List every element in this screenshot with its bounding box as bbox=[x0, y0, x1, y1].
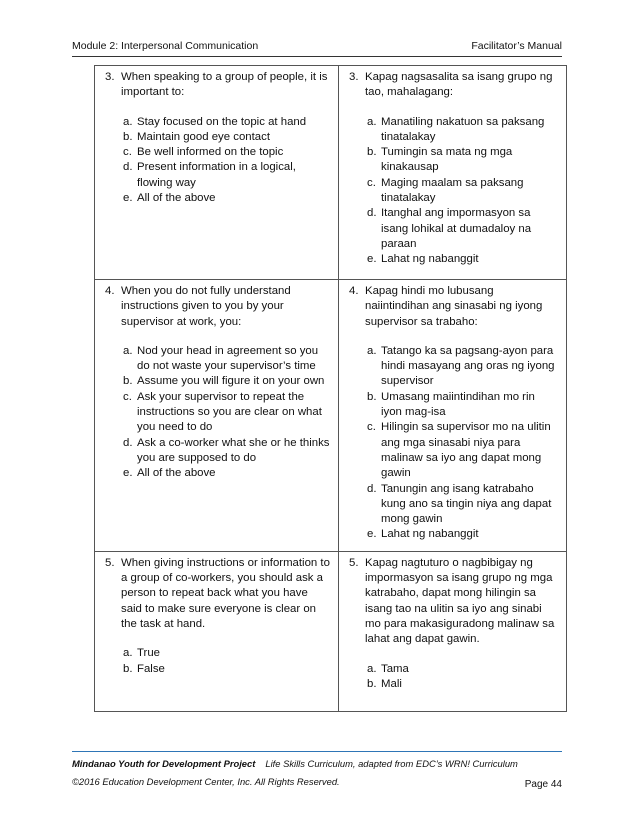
option-text: Manatiling nakatuon sa paksang tinatalakay bbox=[381, 115, 545, 143]
question-table bbox=[94, 65, 567, 712]
option-item bbox=[95, 374, 330, 389]
curriculum-credit: Life Skills Curriculum, adapted from EDC’s WRN! Curriculum bbox=[265, 758, 518, 769]
question-text: When giving instructions or information to a group of co-workers, you should ask a person to repeat back what you have said to make sure everyone is clear on the task at hand. bbox=[121, 556, 330, 630]
question-row-5 bbox=[95, 551, 567, 711]
footer-line bbox=[72, 758, 518, 769]
question-text: When speaking to a group of people, it is important to: bbox=[121, 71, 328, 99]
question-text: Kapag hindi mo lubusang naiintindihan ang sinasabi ng iyong supervisor sa trabaho: bbox=[365, 285, 543, 328]
answer-options bbox=[95, 115, 330, 207]
option-letter: b. bbox=[367, 677, 377, 690]
question-row-4 bbox=[95, 280, 567, 552]
question-number: 4. bbox=[349, 285, 359, 297]
option-item bbox=[95, 130, 330, 145]
option-letter: d. bbox=[123, 161, 133, 174]
option-letter: a. bbox=[367, 344, 377, 357]
header-divider bbox=[72, 56, 562, 57]
option-text: Tatango ka sa pagsang-ayon para hindi masayang ang oras ng iyong supervisor bbox=[381, 344, 555, 388]
option-text: Tanungin ang isang katrabaho kung ano sa tingin niya ang dapat mong gawin bbox=[381, 482, 552, 526]
option-text: Maging maalam sa paksang tinatalakay bbox=[381, 176, 524, 205]
question-text: Kapag nagtuturo o nagbibigay ng impormasyon sa isang grupo ng mga katrabaho, dapat mong hilingin sa isang tao na ulitin sa iyo ang sinabi mo para makasiguradong malinaw sa lahat ang dapat gawin. bbox=[365, 556, 555, 646]
option-item bbox=[95, 436, 330, 467]
footer-divider bbox=[72, 751, 562, 752]
question-number: 3. bbox=[105, 71, 115, 83]
option-text: Ask your supervisor to repeat the instructions so you are clear on what you need to do bbox=[137, 390, 322, 434]
option-letter: b. bbox=[123, 375, 133, 388]
option-item bbox=[339, 420, 558, 481]
page-number: Page 44 bbox=[524, 779, 562, 790]
project-name: Mindanao Youth for Development Project bbox=[72, 758, 256, 769]
option-text: All of the above bbox=[137, 467, 216, 480]
option-item bbox=[339, 206, 558, 252]
option-letter: a. bbox=[367, 662, 377, 675]
english-cell bbox=[95, 280, 339, 552]
filipino-cell bbox=[339, 66, 567, 280]
answer-options bbox=[95, 646, 330, 677]
option-item bbox=[95, 145, 330, 160]
option-text: Tama bbox=[381, 662, 409, 675]
answer-options bbox=[339, 662, 558, 693]
answer-options bbox=[339, 115, 558, 268]
manual-title: Facilitator’s Manual bbox=[471, 40, 562, 52]
option-text: Tumingin sa mata ng mga kinakausap bbox=[381, 146, 513, 174]
option-item bbox=[95, 160, 330, 191]
option-item bbox=[95, 344, 330, 375]
question-text: When you do not fully understand instructions given to you by your supervisor at work, you: bbox=[121, 285, 291, 328]
question-text: Kapag nagsasalita sa isang grupo ng tao, mahalagang: bbox=[365, 71, 553, 99]
option-text: False bbox=[137, 662, 165, 675]
option-item bbox=[339, 677, 558, 692]
option-letter: c. bbox=[123, 390, 132, 403]
option-item bbox=[339, 527, 558, 542]
option-text: Mali bbox=[381, 677, 402, 690]
filipino-cell bbox=[339, 280, 567, 552]
option-item bbox=[339, 344, 558, 390]
question-number: 3. bbox=[349, 71, 359, 83]
answer-options bbox=[95, 344, 330, 482]
option-letter: c. bbox=[367, 421, 376, 434]
option-letter: a. bbox=[123, 647, 133, 660]
page-header bbox=[72, 40, 562, 56]
english-cell bbox=[95, 551, 339, 711]
option-text: Stay focused on the topic at hand bbox=[137, 115, 307, 128]
question-number: 5. bbox=[349, 556, 359, 569]
option-letter: e. bbox=[123, 192, 133, 205]
option-text: Itanghal ang impormasyon sa isang lohikal at dumadaloy na paraan bbox=[381, 207, 532, 250]
option-text: True bbox=[137, 647, 160, 660]
option-letter: d. bbox=[367, 207, 377, 220]
option-letter: d. bbox=[123, 436, 133, 449]
option-text: Lahat ng nabanggit bbox=[381, 253, 479, 266]
option-letter: b. bbox=[367, 390, 377, 403]
option-item bbox=[95, 662, 330, 677]
module-title: Module 2: Interpersonal Communication bbox=[72, 40, 259, 52]
option-letter: b. bbox=[123, 130, 133, 143]
option-letter: e. bbox=[367, 253, 377, 266]
option-letter: a. bbox=[123, 115, 133, 128]
option-item bbox=[339, 662, 558, 677]
option-item bbox=[95, 390, 330, 436]
option-item bbox=[339, 252, 558, 267]
option-item bbox=[339, 390, 558, 421]
filipino-cell bbox=[339, 551, 567, 711]
option-item bbox=[95, 466, 330, 481]
option-letter: e. bbox=[367, 528, 377, 541]
option-letter: c. bbox=[367, 176, 376, 189]
option-text: Nod your head in agreement so you do not waste your supervisor’s time bbox=[137, 344, 319, 373]
option-letter: b. bbox=[123, 662, 133, 675]
option-item bbox=[339, 145, 558, 176]
question-number: 5. bbox=[105, 556, 115, 569]
english-cell bbox=[95, 66, 339, 280]
option-text: Umasang maiintindihan mo rin iyon mag-isa bbox=[381, 390, 535, 419]
option-text: Maintain good eye contact bbox=[137, 130, 270, 143]
option-text: Present information in a logical, flowing way bbox=[137, 161, 296, 189]
option-letter: e. bbox=[123, 467, 133, 480]
copyright: ©2016 Education Development Center, Inc. All Rights Reserved. bbox=[72, 776, 340, 787]
option-text: Hilingin sa supervisor mo na ulitin ang mga sinasabi niya para malinaw sa iyo ang dapat mong gawin bbox=[381, 421, 551, 480]
answer-options bbox=[339, 344, 558, 543]
option-item bbox=[95, 646, 330, 661]
option-text: Be well informed on the topic bbox=[137, 146, 284, 159]
option-letter: c. bbox=[123, 146, 132, 159]
question-number: 4. bbox=[105, 285, 115, 297]
option-item bbox=[339, 482, 558, 528]
option-letter: a. bbox=[123, 344, 133, 357]
option-item bbox=[339, 176, 558, 207]
option-text: Ask a co-worker what she or he thinks you are supposed to do bbox=[137, 436, 330, 464]
option-text: Assume you will figure it on your own bbox=[137, 375, 325, 388]
option-letter: d. bbox=[367, 482, 377, 495]
option-item bbox=[95, 115, 330, 130]
option-item bbox=[95, 191, 330, 206]
question-row-3 bbox=[95, 66, 567, 280]
option-text: All of the above bbox=[137, 192, 216, 205]
option-letter: b. bbox=[367, 146, 377, 159]
option-text: Lahat ng nabanggit bbox=[381, 528, 479, 541]
option-item bbox=[339, 115, 558, 146]
option-letter: a. bbox=[367, 115, 377, 128]
